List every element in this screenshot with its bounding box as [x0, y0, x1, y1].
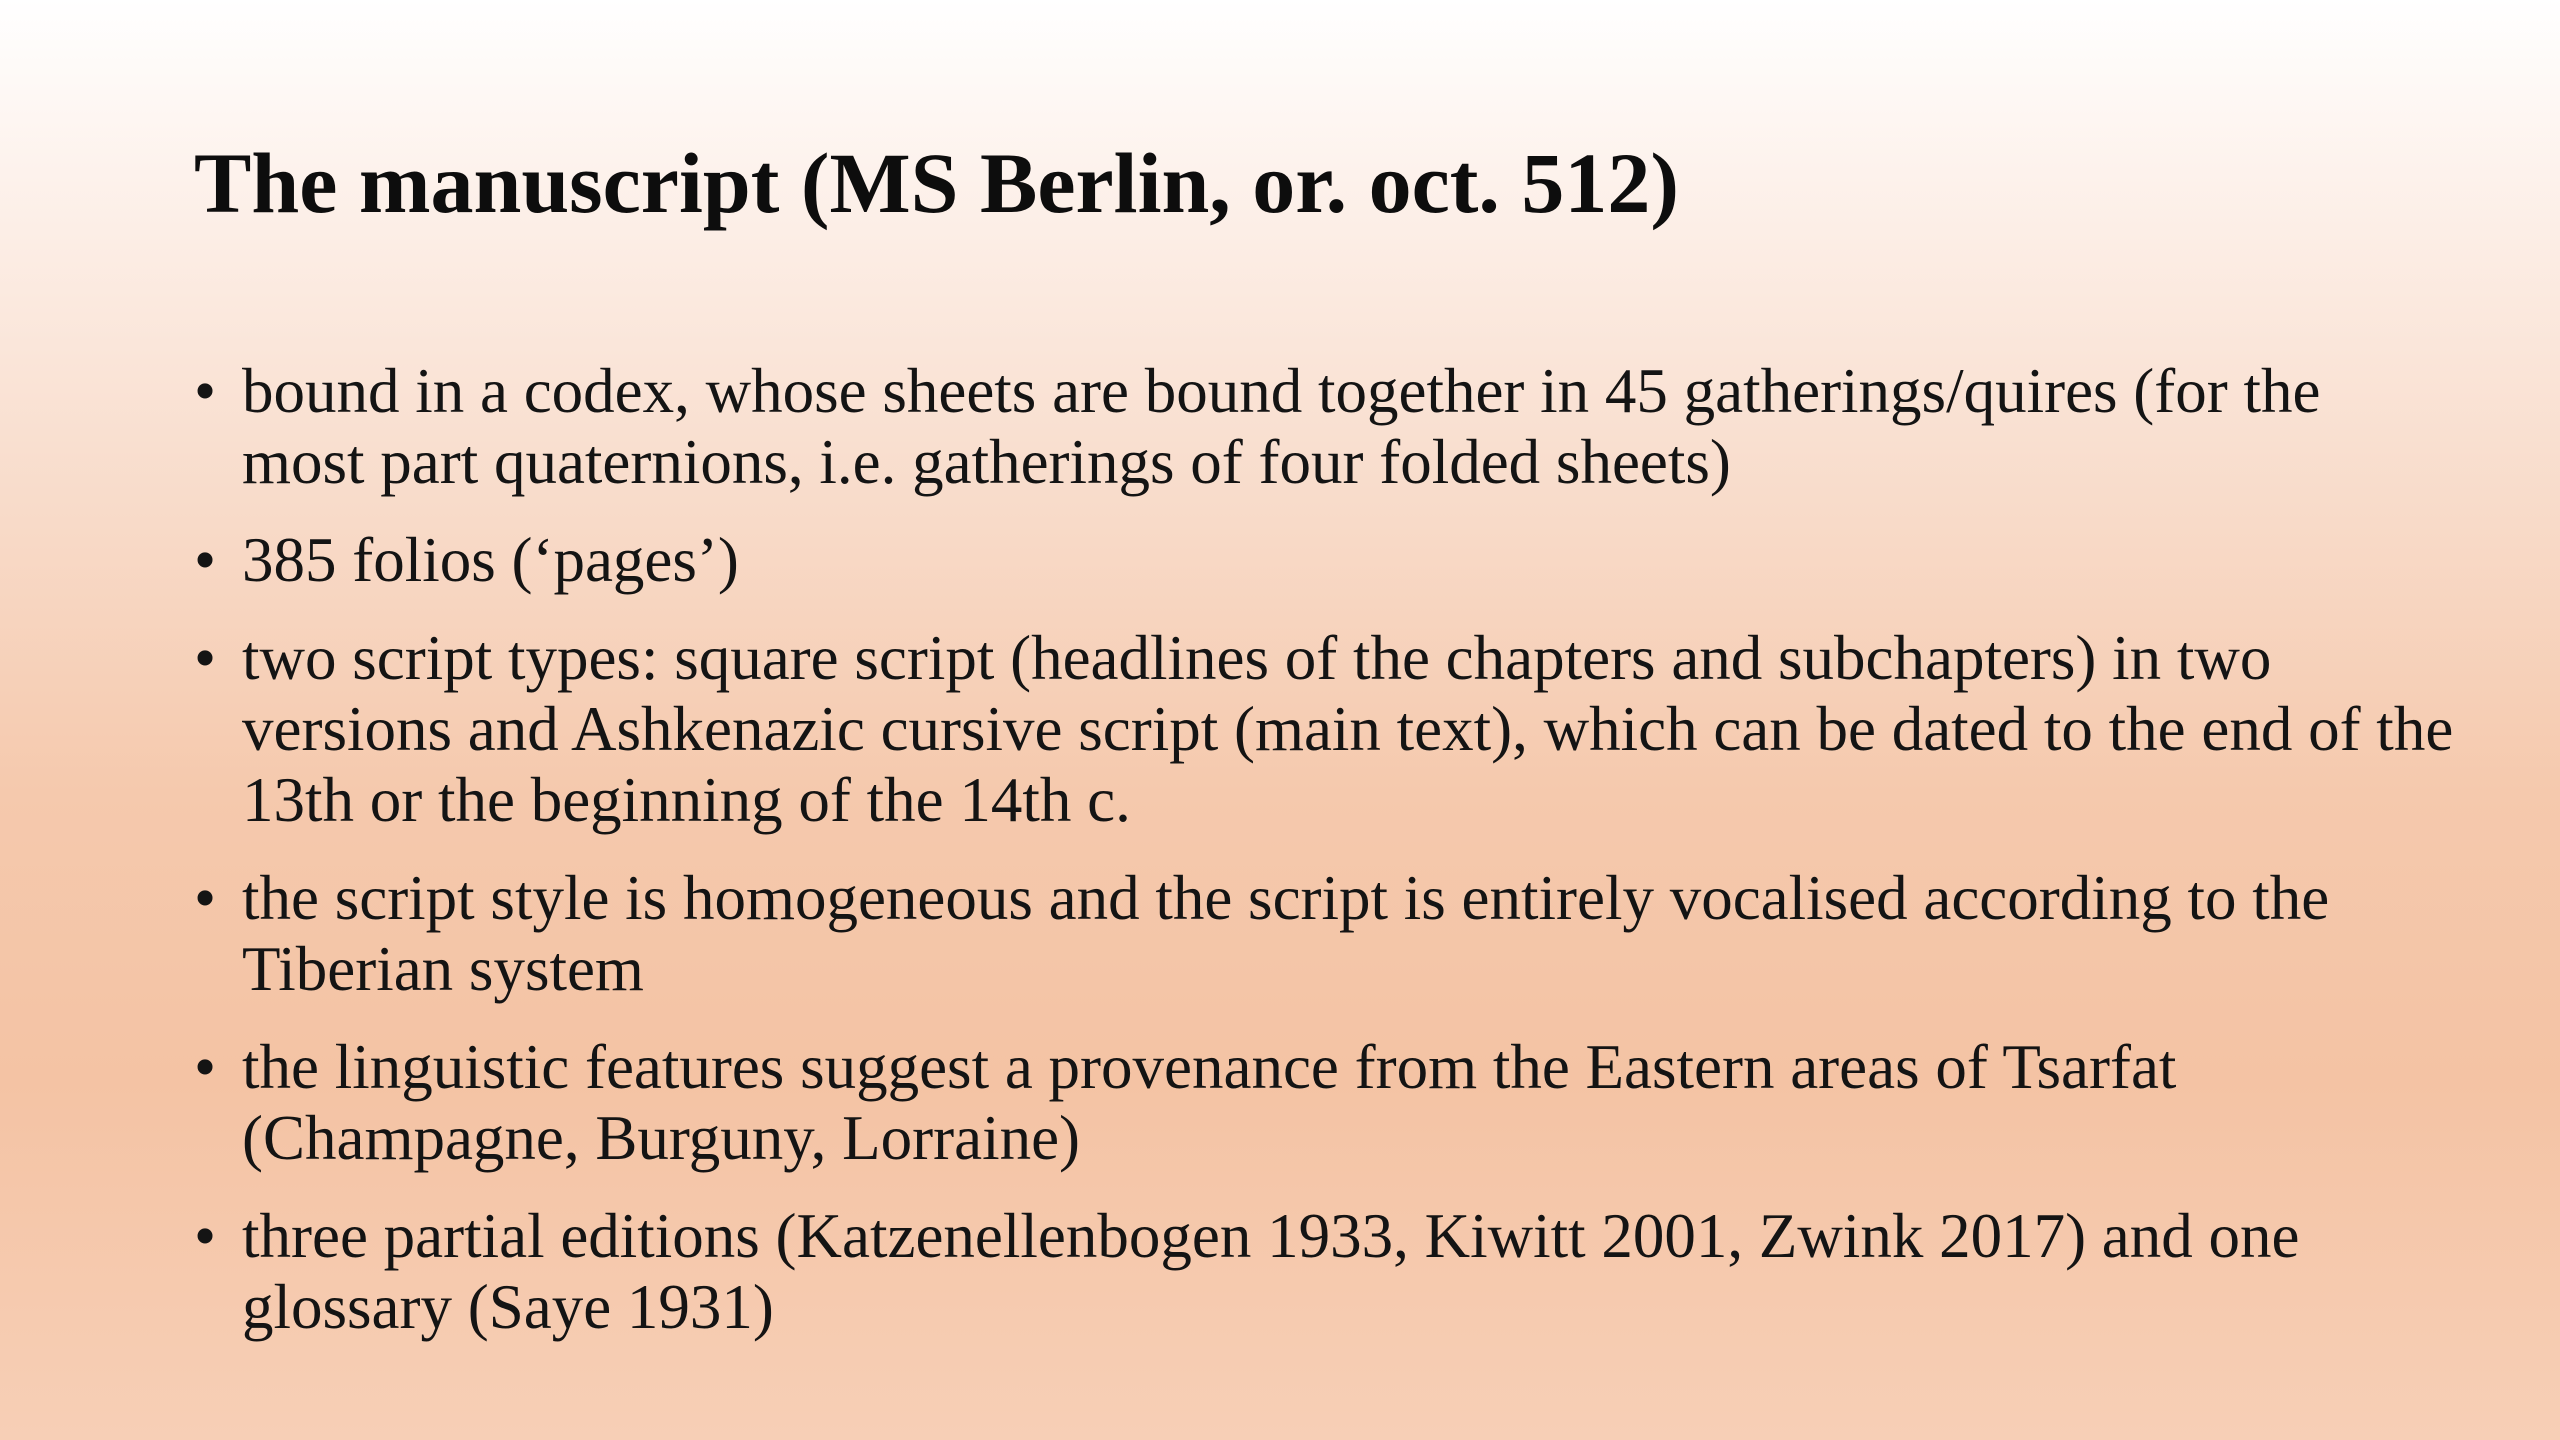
bullet-text: two script types: square script (headlines of the chapters and subchapters) in two versions and Ashkenazic cursive script (main text), which can be dated to the end of the 13th or the beginning of the 14th c. [242, 623, 2454, 835]
bullet-item-editions [194, 1201, 2454, 1343]
bullet-text: the script style is homogeneous and the script is entirely vocalised according to the Tiberian system [242, 863, 2330, 1004]
bullet-item-codex [194, 356, 2454, 498]
bullet-text: the linguistic features suggest a provenance from the Eastern areas of Tsarfat (Champagne, Burguny, Lorraine) [242, 1032, 2177, 1173]
bullet-list [194, 356, 2454, 1370]
bullet-icon: • [194, 1032, 217, 1102]
bullet-item-folios [194, 525, 2454, 596]
bullet-text: bound in a codex, whose sheets are bound together in 45 gatherings/quires (for the most part quaternions, i.e. gatherings of four folded sheets) [242, 356, 2321, 497]
bullet-icon: • [194, 863, 217, 933]
bullet-icon: • [194, 623, 217, 693]
bullet-icon: • [194, 525, 217, 595]
bullet-text: three partial editions (Katzenellenbogen 1933, Kiwitt 2001, Zwink 2017) and one glossary (Saye 1931) [242, 1201, 2300, 1342]
bullet-icon: • [194, 356, 217, 426]
bullet-item-script-types [194, 623, 2454, 836]
bullet-text: 385 folios (‘pages’) [242, 525, 739, 595]
bullet-icon: • [194, 1201, 217, 1271]
bullet-item-script-style [194, 863, 2454, 1005]
slide-title: The manuscript (MS Berlin, or. oct. 512) [194, 135, 1680, 231]
bullet-item-provenance [194, 1032, 2454, 1174]
